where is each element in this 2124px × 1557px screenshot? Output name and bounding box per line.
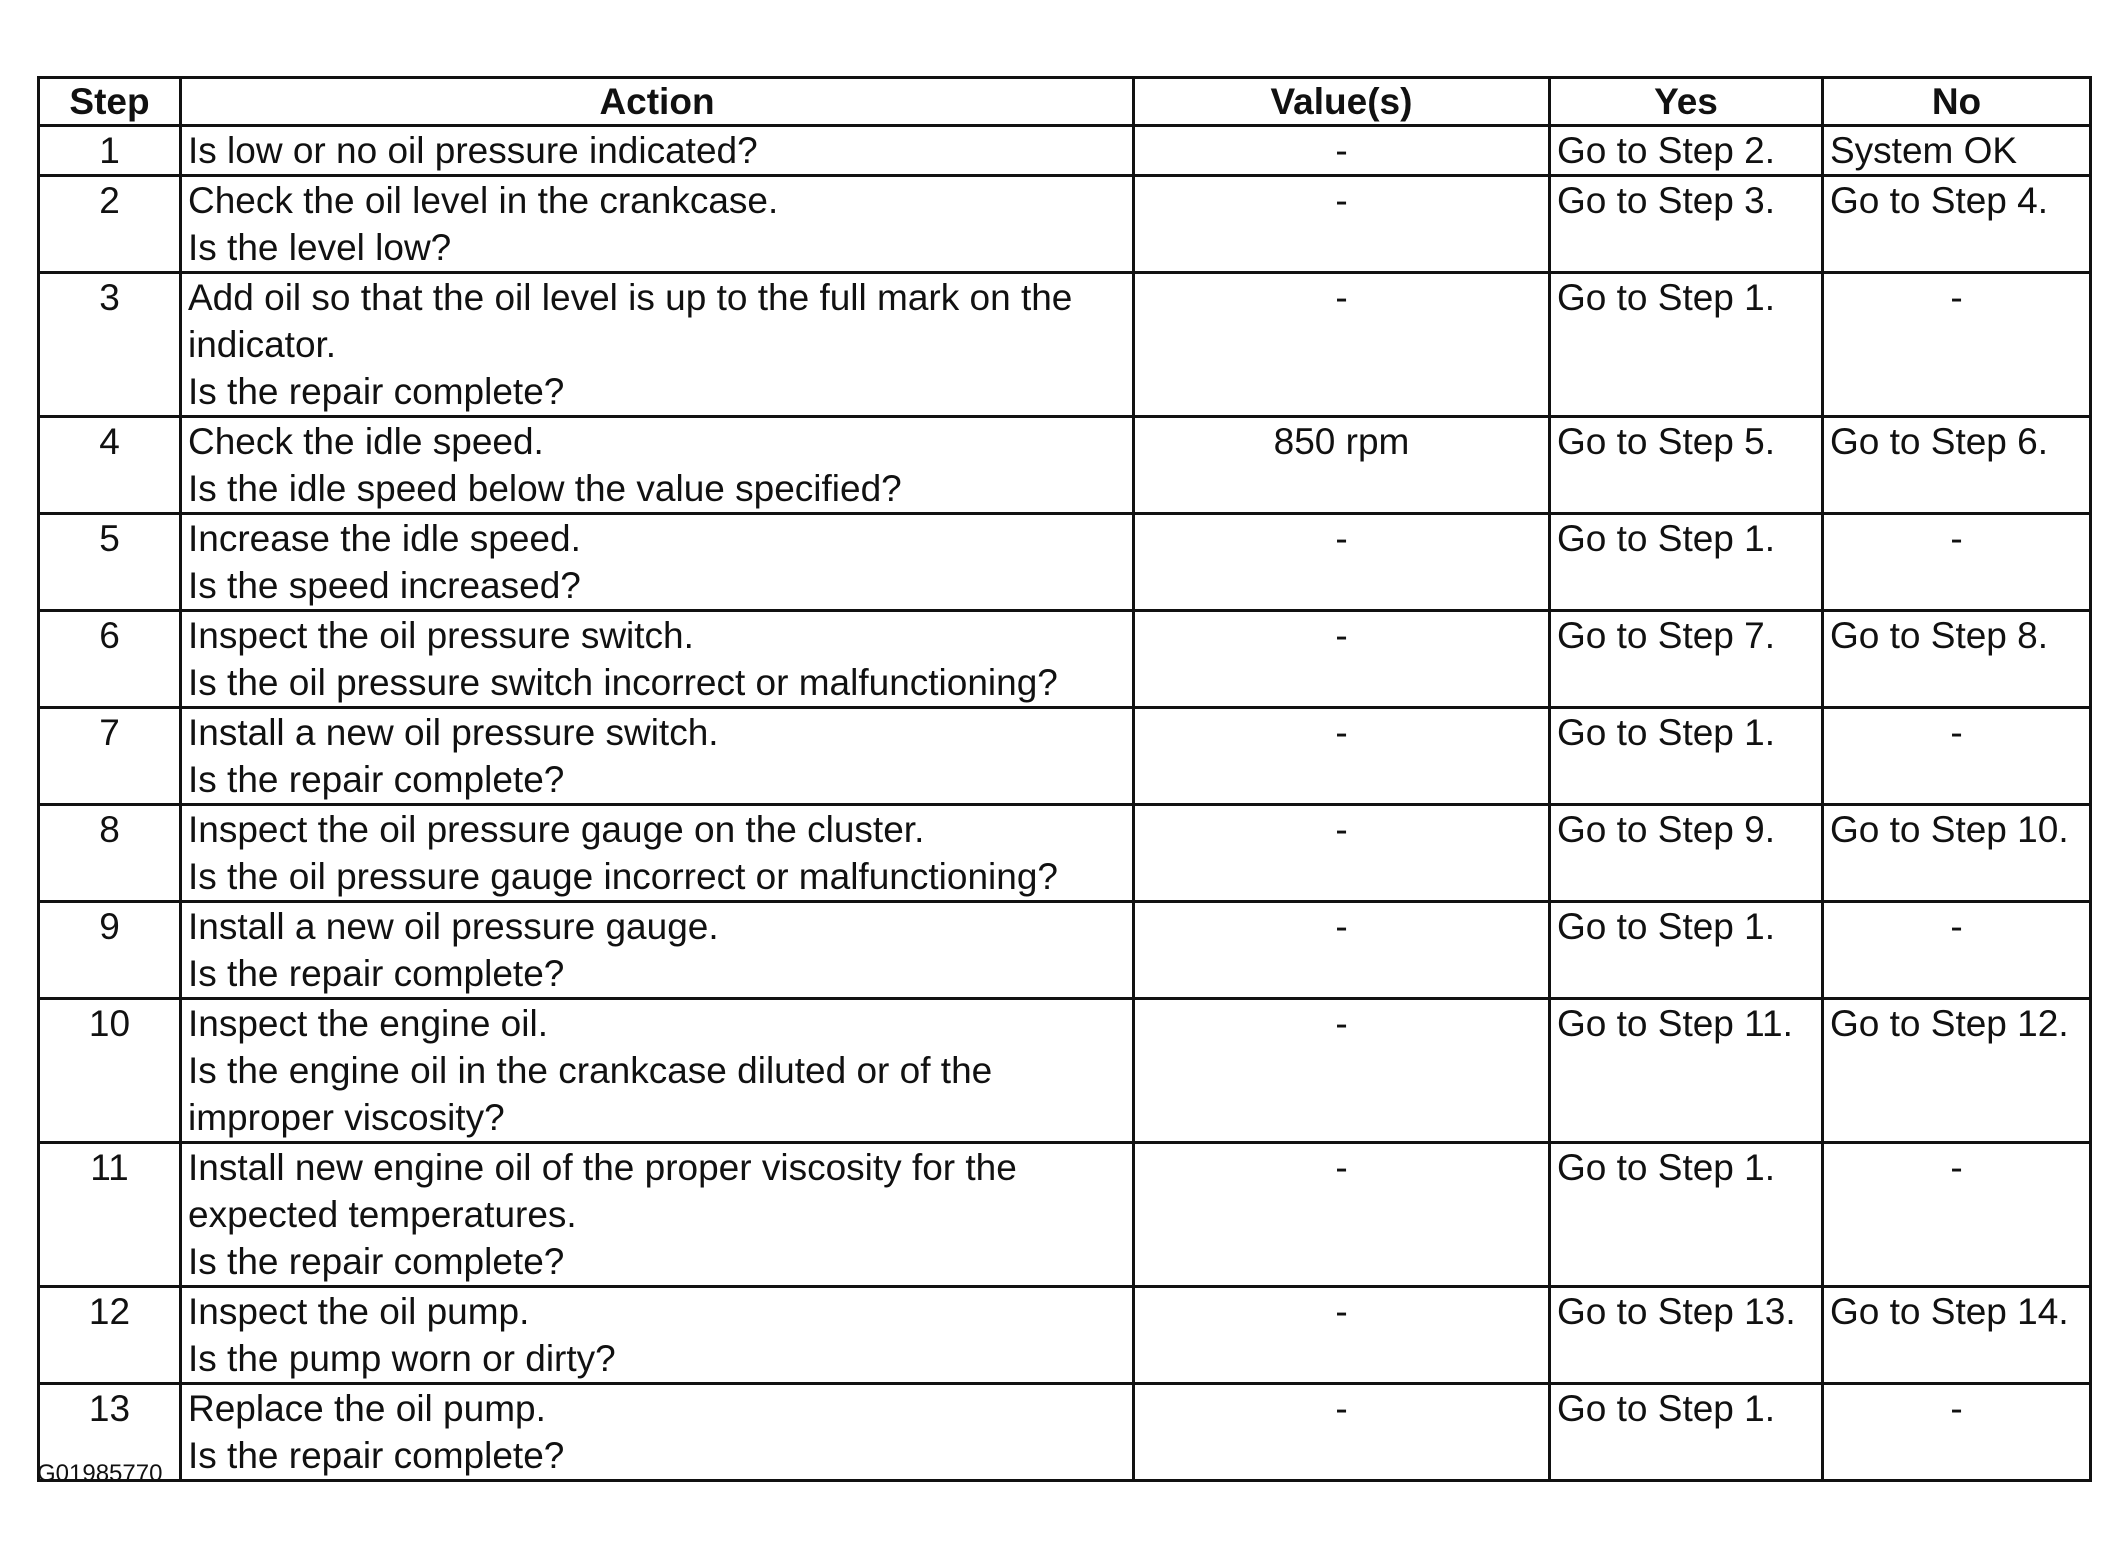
- action-cell: [181, 999, 1134, 1143]
- step-number: 3: [39, 273, 181, 417]
- action-line: Check the idle speed.: [188, 421, 544, 462]
- table-row: [39, 999, 2091, 1143]
- action-line: Is the oil pressure switch incorrect or malfunctioning?: [188, 662, 1058, 703]
- header-row: [39, 78, 2091, 126]
- action-line: Is the repair complete?: [188, 759, 565, 800]
- value-cell: -: [1134, 1287, 1550, 1384]
- action-cell: [181, 902, 1134, 999]
- action-line: Is the repair complete?: [188, 1435, 565, 1476]
- header-step: Step: [39, 78, 181, 126]
- yes-cell: Go to Step 1.: [1550, 902, 1823, 999]
- figure-id: G01985770: [37, 1460, 163, 1487]
- yes-cell: Go to Step 1.: [1550, 273, 1823, 417]
- value-cell: -: [1134, 902, 1550, 999]
- action-cell: [181, 611, 1134, 708]
- value-cell: -: [1134, 1384, 1550, 1481]
- table-row: [39, 417, 2091, 514]
- action-line: Install a new oil pressure gauge.: [188, 906, 719, 947]
- yes-cell: Go to Step 5.: [1550, 417, 1823, 514]
- table-body: [39, 126, 2091, 1481]
- no-cell: -: [1823, 902, 2091, 999]
- step-number: 12: [39, 1287, 181, 1384]
- table-row: [39, 902, 2091, 999]
- step-number: 1: [39, 126, 181, 176]
- value-cell: -: [1134, 999, 1550, 1143]
- value-cell: -: [1134, 273, 1550, 417]
- no-cell: -: [1823, 1143, 2091, 1287]
- header-no: No: [1823, 78, 2091, 126]
- yes-cell: Go to Step 1.: [1550, 1143, 1823, 1287]
- step-number: 10: [39, 999, 181, 1143]
- yes-cell: Go to Step 7.: [1550, 611, 1823, 708]
- action-line: Install new engine oil of the proper viscosity for the: [188, 1147, 1017, 1188]
- yes-cell: Go to Step 1.: [1550, 1384, 1823, 1481]
- step-number: 4: [39, 417, 181, 514]
- value-cell: -: [1134, 126, 1550, 176]
- action-line: Replace the oil pump.: [188, 1388, 546, 1429]
- table-row: [39, 273, 2091, 417]
- no-cell: Go to Step 14.: [1823, 1287, 2091, 1384]
- no-cell: System OK: [1823, 126, 2091, 176]
- yes-cell: Go to Step 13.: [1550, 1287, 1823, 1384]
- step-number: 11: [39, 1143, 181, 1287]
- action-line: Inspect the engine oil.: [188, 1003, 548, 1044]
- yes-cell: Go to Step 3.: [1550, 176, 1823, 273]
- no-cell: -: [1823, 514, 2091, 611]
- no-cell: Go to Step 4.: [1823, 176, 2091, 273]
- yes-cell: Go to Step 1.: [1550, 514, 1823, 611]
- action-line: Inspect the oil pressure switch.: [188, 615, 694, 656]
- step-number: 7: [39, 708, 181, 805]
- action-line: Is the speed increased?: [188, 565, 581, 606]
- action-line: Inspect the oil pump.: [188, 1291, 530, 1332]
- step-number: 13: [39, 1384, 181, 1481]
- action-line: Add oil so that the oil level is up to the full mark on the: [188, 277, 1073, 318]
- action-cell: [181, 417, 1134, 514]
- action-line: Is the engine oil in the crankcase diluted or of the: [188, 1050, 993, 1091]
- action-line: Is the pump worn or dirty?: [188, 1338, 616, 1379]
- action-line: Inspect the oil pressure gauge on the cluster.: [188, 809, 925, 850]
- no-cell: -: [1823, 708, 2091, 805]
- no-cell: Go to Step 12.: [1823, 999, 2091, 1143]
- value-cell: -: [1134, 708, 1550, 805]
- value-cell: -: [1134, 611, 1550, 708]
- yes-cell: Go to Step 2.: [1550, 126, 1823, 176]
- action-cell: [181, 514, 1134, 611]
- yes-cell: Go to Step 11.: [1550, 999, 1823, 1143]
- step-number: 6: [39, 611, 181, 708]
- value-cell: -: [1134, 514, 1550, 611]
- step-number: 5: [39, 514, 181, 611]
- action-line: Is the idle speed below the value specified?: [188, 468, 902, 509]
- action-line: Is the repair complete?: [188, 1241, 565, 1282]
- table-row: [39, 708, 2091, 805]
- action-cell: [181, 273, 1134, 417]
- action-line: Is low or no oil pressure indicated?: [188, 130, 758, 171]
- header-action: Action: [181, 78, 1134, 126]
- header-values: Value(s): [1134, 78, 1550, 126]
- action-line: Check the oil level in the crankcase.: [188, 180, 779, 221]
- no-cell: Go to Step 10.: [1823, 805, 2091, 902]
- no-cell: -: [1823, 1384, 2091, 1481]
- table-row: [39, 611, 2091, 708]
- table-row: [39, 176, 2091, 273]
- action-line: indicator.: [188, 324, 337, 365]
- step-number: 8: [39, 805, 181, 902]
- value-cell: -: [1134, 176, 1550, 273]
- table-row: [39, 514, 2091, 611]
- action-line: Is the repair complete?: [188, 953, 565, 994]
- action-line: Is the oil pressure gauge incorrect or malfunctioning?: [188, 856, 1058, 897]
- action-cell: [181, 1287, 1134, 1384]
- table-row: [39, 126, 2091, 176]
- table-row: [39, 1384, 2091, 1481]
- table-row: [39, 1143, 2091, 1287]
- action-cell: [181, 176, 1134, 273]
- action-cell: [181, 708, 1134, 805]
- value-cell: -: [1134, 805, 1550, 902]
- action-line: improper viscosity?: [188, 1097, 505, 1138]
- step-number: 2: [39, 176, 181, 273]
- action-cell: [181, 1384, 1134, 1481]
- yes-cell: Go to Step 9.: [1550, 805, 1823, 902]
- action-line: Install a new oil pressure switch.: [188, 712, 719, 753]
- action-cell: [181, 126, 1134, 176]
- no-cell: -: [1823, 273, 2091, 417]
- diagnostic-table: [37, 76, 2092, 1482]
- step-number: 9: [39, 902, 181, 999]
- value-cell: -: [1134, 1143, 1550, 1287]
- action-line: Increase the idle speed.: [188, 518, 581, 559]
- no-cell: Go to Step 6.: [1823, 417, 2091, 514]
- action-cell: [181, 1143, 1134, 1287]
- action-line: expected temperatures.: [188, 1194, 577, 1235]
- no-cell: Go to Step 8.: [1823, 611, 2091, 708]
- action-cell: [181, 805, 1134, 902]
- value-cell: 850 rpm: [1134, 417, 1550, 514]
- header-yes: Yes: [1550, 78, 1823, 126]
- action-line: Is the repair complete?: [188, 371, 565, 412]
- table-row: [39, 805, 2091, 902]
- action-line: Is the level low?: [188, 227, 452, 268]
- yes-cell: Go to Step 1.: [1550, 708, 1823, 805]
- table-row: [39, 1287, 2091, 1384]
